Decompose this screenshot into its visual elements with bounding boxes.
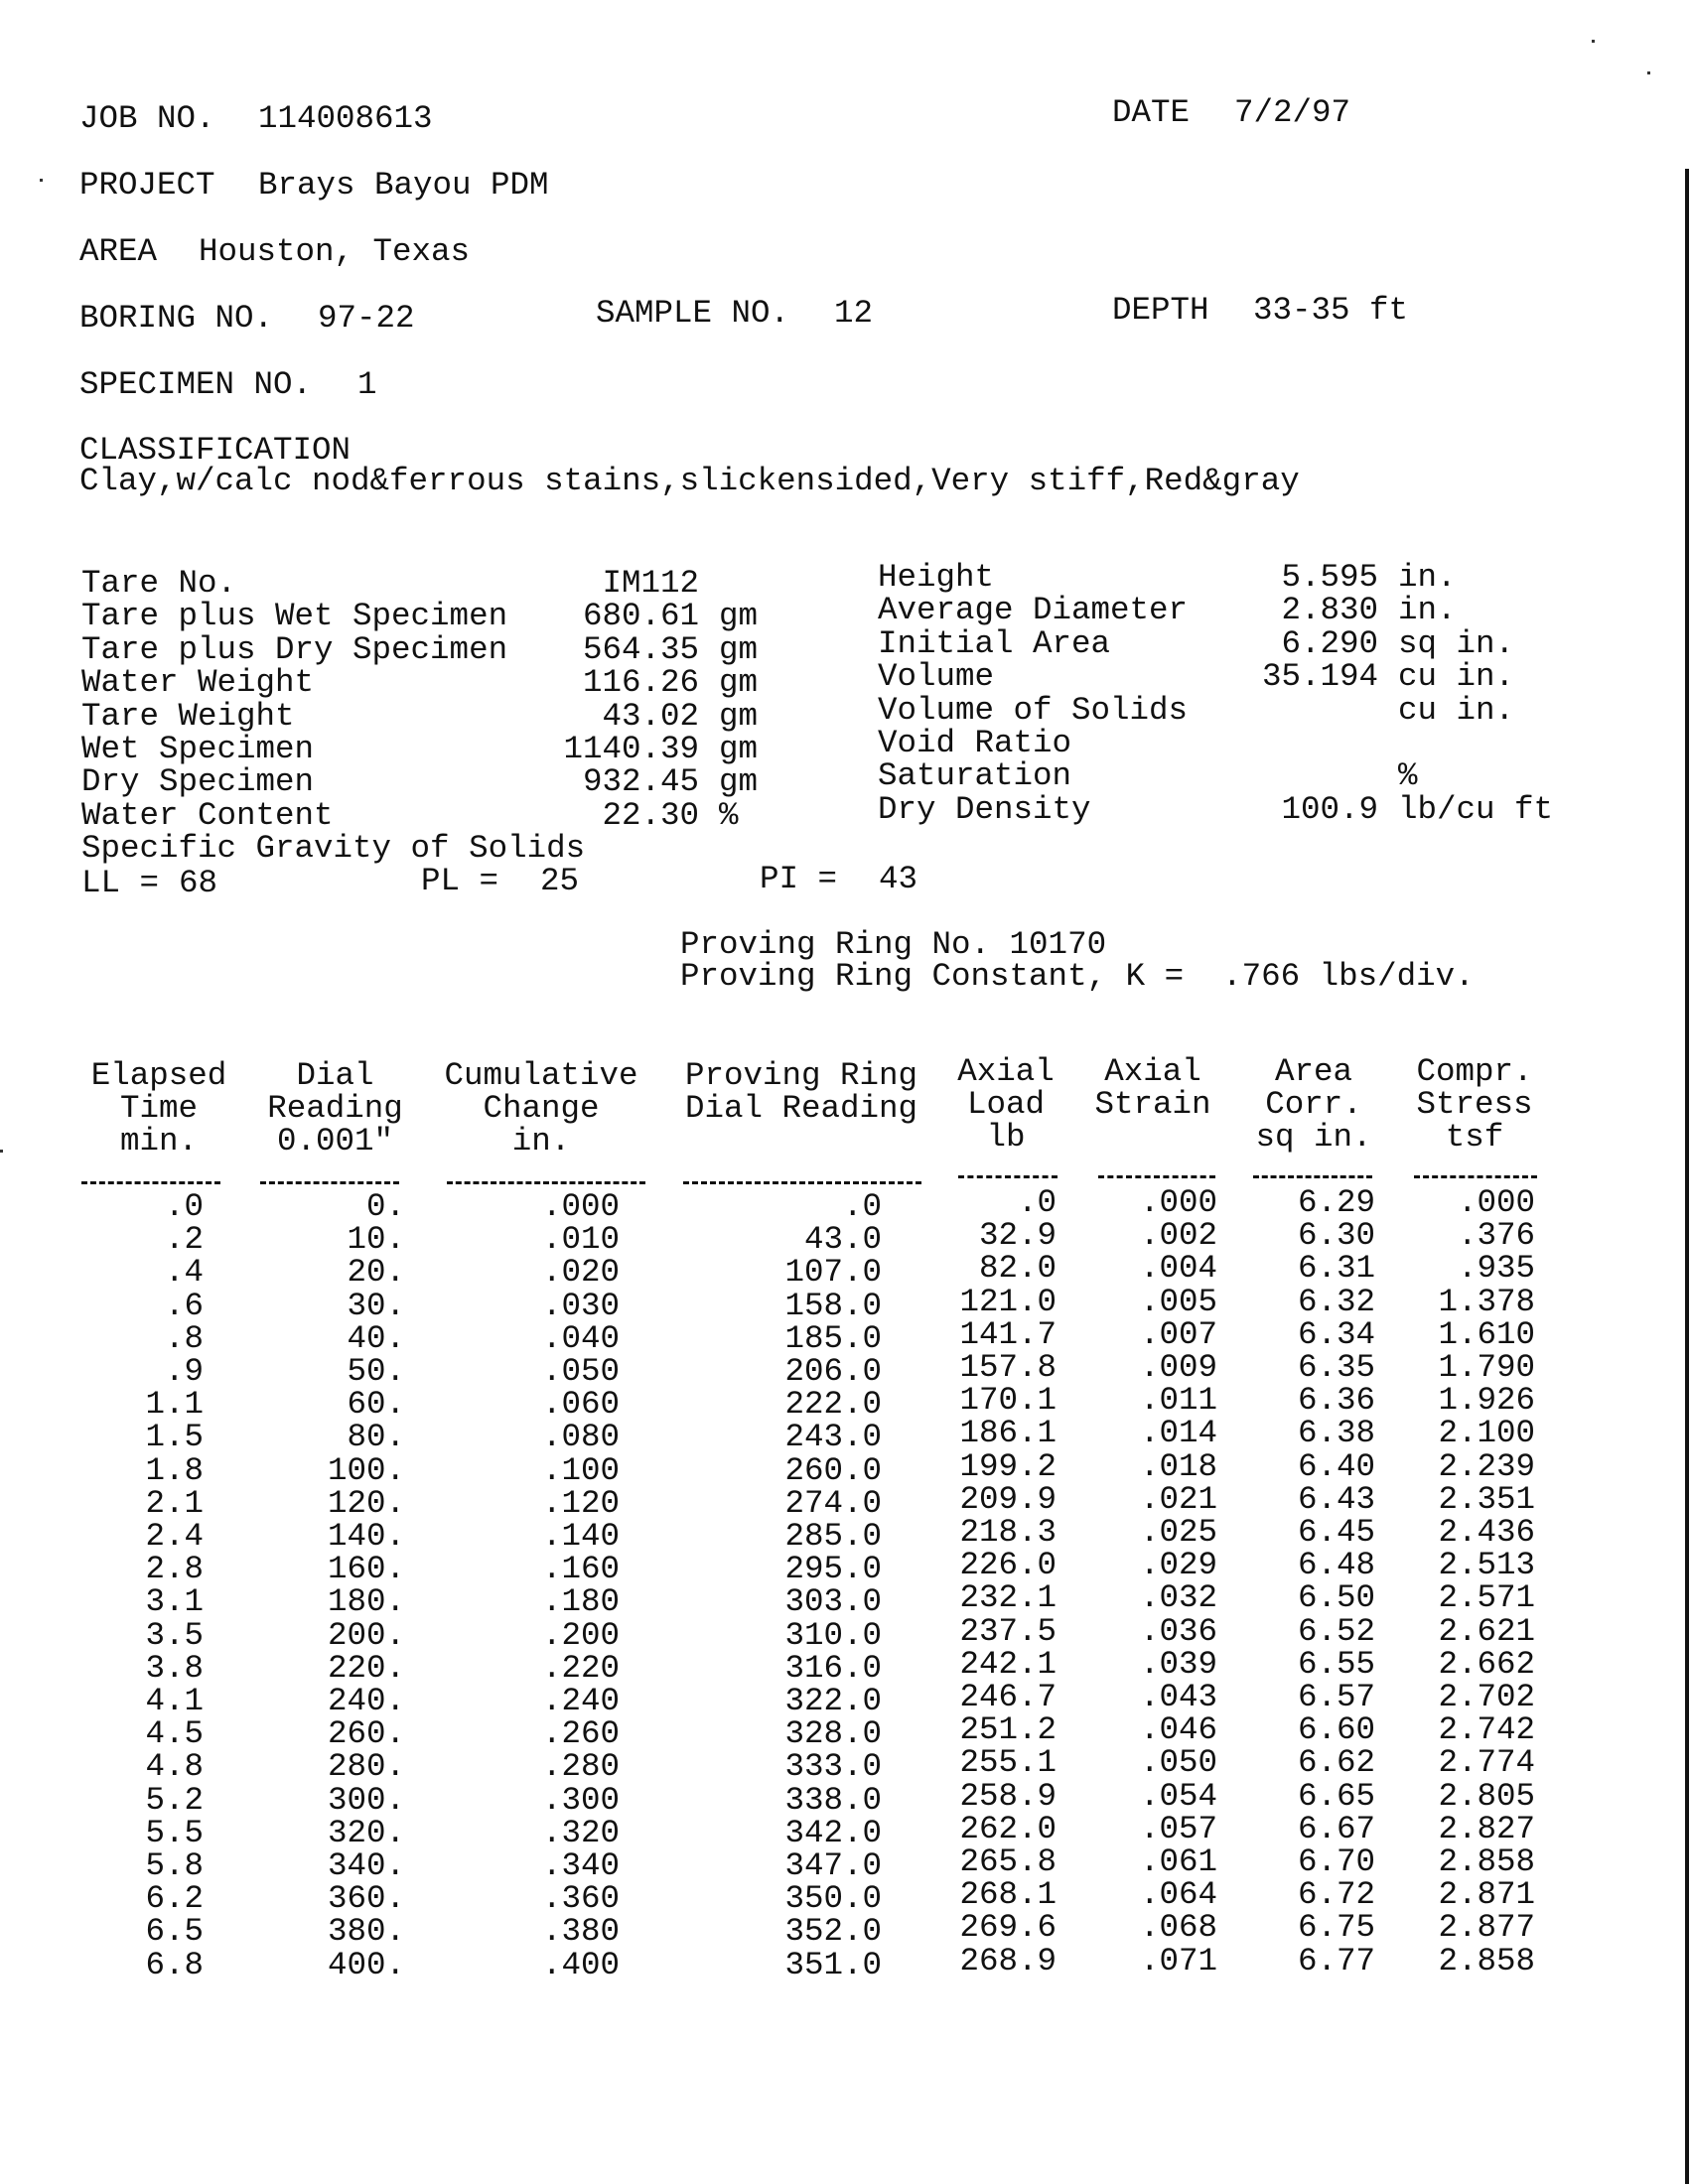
table-cell: 218.3 — [959, 1514, 1057, 1551]
table-cell: 2.662 — [1438, 1646, 1535, 1683]
table-cell: .040 — [541, 1320, 620, 1357]
dimension-label: Initial Area — [878, 625, 1111, 662]
column-header: Dial — [296, 1057, 374, 1094]
dimension-unit: % — [1398, 757, 1418, 794]
table-cell: .160 — [541, 1551, 620, 1587]
table-cell: 295.0 — [784, 1551, 882, 1587]
table-cell: 258.9 — [959, 1778, 1057, 1815]
table-cell: 310.0 — [784, 1617, 882, 1654]
table-cell: .071 — [1139, 1943, 1217, 1979]
column-header: lb — [986, 1119, 1026, 1156]
table-cell: 186.1 — [959, 1415, 1057, 1451]
column-header: 0.001" — [276, 1123, 394, 1160]
boring-no-label: BORING NO. — [79, 300, 274, 337]
table-cell: 2.4 — [145, 1518, 204, 1555]
table-cell: 2.742 — [1438, 1711, 1535, 1748]
table-cell: 285.0 — [784, 1518, 882, 1555]
pi-value: 43 — [879, 861, 918, 897]
table-cell: 380. — [327, 1913, 405, 1950]
table-cell: 206.0 — [784, 1353, 882, 1390]
table-cell: .0 — [842, 1188, 882, 1225]
table-cell: 222.0 — [784, 1386, 882, 1423]
table-cell: .000 — [1139, 1184, 1217, 1221]
weight-label: Dry Specimen — [81, 763, 315, 800]
column-header: Load — [966, 1086, 1045, 1123]
table-cell: 6.45 — [1297, 1514, 1375, 1551]
weight-unit: gm — [719, 598, 759, 634]
table-cell: .068 — [1139, 1909, 1217, 1946]
table-cell: .9 — [164, 1353, 204, 1390]
table-cell: 338.0 — [784, 1782, 882, 1819]
table-cell: 303.0 — [784, 1583, 882, 1620]
table-cell: .4 — [164, 1254, 204, 1291]
table-cell: 121.0 — [959, 1284, 1057, 1320]
table-cell: 2.805 — [1438, 1778, 1535, 1815]
table-cell: 260.0 — [784, 1452, 882, 1489]
weight-value: 43.02 — [602, 698, 699, 735]
weight-label: Tare No. — [81, 565, 237, 602]
column-header-underline — [1414, 1175, 1537, 1178]
column-header: Compr. — [1416, 1053, 1533, 1090]
table-cell: 2.239 — [1438, 1448, 1535, 1485]
dimension-label: Dry Density — [878, 791, 1091, 828]
table-cell: .018 — [1139, 1448, 1217, 1485]
weight-unit: gm — [719, 698, 759, 735]
table-cell: .8 — [164, 1320, 204, 1357]
table-cell: 352.0 — [784, 1913, 882, 1950]
table-cell: 50. — [347, 1353, 405, 1390]
table-cell: 5.8 — [145, 1847, 204, 1884]
table-cell: 82.0 — [978, 1250, 1057, 1287]
column-header: Stress — [1416, 1086, 1533, 1123]
column-header: Change — [483, 1090, 600, 1127]
table-cell: .050 — [1139, 1744, 1217, 1781]
table-cell: 251.2 — [959, 1711, 1057, 1748]
weight-value: 564.35 — [582, 631, 699, 668]
table-cell: .036 — [1139, 1613, 1217, 1650]
sample-no-label: SAMPLE NO. — [596, 295, 790, 332]
dimension-label: Height — [878, 559, 995, 596]
column-header: sq in. — [1255, 1119, 1372, 1156]
table-cell: 2.571 — [1438, 1579, 1535, 1616]
table-cell: 0. — [365, 1188, 405, 1225]
weight-value: IM112 — [602, 565, 699, 602]
table-cell: .010 — [541, 1221, 620, 1258]
table-cell: 120. — [327, 1485, 405, 1522]
table-cell: .004 — [1139, 1250, 1217, 1287]
table-cell: 242.1 — [959, 1646, 1057, 1683]
table-cell: .300 — [541, 1782, 620, 1819]
table-cell: .064 — [1139, 1876, 1217, 1913]
table-cell: .061 — [1139, 1843, 1217, 1880]
project-label: PROJECT — [79, 167, 215, 204]
table-cell: 6.67 — [1297, 1811, 1375, 1847]
weight-label: Tare plus Wet Specimen — [81, 598, 508, 634]
scan-speck — [1592, 40, 1595, 43]
table-cell: 268.1 — [959, 1876, 1057, 1913]
table-cell: .340 — [541, 1847, 620, 1884]
weight-value: 1140.39 — [563, 731, 699, 767]
column-header: Axial — [957, 1053, 1055, 1090]
table-cell: 6.60 — [1297, 1711, 1375, 1748]
table-cell: 2.513 — [1438, 1547, 1535, 1583]
weight-value: 22.30 — [602, 797, 699, 834]
weight-unit: % — [719, 797, 739, 834]
dimension-label: Saturation — [878, 757, 1072, 794]
date-value: 7/2/97 — [1234, 94, 1351, 131]
table-cell: .020 — [541, 1254, 620, 1291]
table-cell: .000 — [1457, 1184, 1535, 1221]
table-cell: 3.1 — [145, 1583, 204, 1620]
table-cell: 199.2 — [959, 1448, 1057, 1485]
table-cell: .032 — [1139, 1579, 1217, 1616]
table-cell: 2.621 — [1438, 1613, 1535, 1650]
table-cell: 6.29 — [1297, 1184, 1375, 1221]
table-cell: 6.2 — [145, 1880, 204, 1917]
table-cell: 5.2 — [145, 1782, 204, 1819]
weight-label: Water Content — [81, 797, 334, 834]
dimension-value: 5.595 — [1281, 559, 1378, 596]
table-cell: 1.926 — [1438, 1382, 1535, 1419]
table-cell: 6.38 — [1297, 1415, 1375, 1451]
table-cell: .0 — [164, 1188, 204, 1225]
dimension-unit: sq in. — [1398, 625, 1515, 662]
depth-value: 33-35 ft — [1253, 292, 1409, 329]
table-cell: .000 — [541, 1188, 620, 1225]
table-cell: 262.0 — [959, 1811, 1057, 1847]
area-value: Houston, Texas — [199, 233, 471, 270]
table-cell: 2.702 — [1438, 1679, 1535, 1715]
table-cell: 6.72 — [1297, 1876, 1375, 1913]
table-cell: 2.8 — [145, 1551, 204, 1587]
table-cell: 43.0 — [803, 1221, 882, 1258]
column-header: Axial — [1104, 1053, 1201, 1090]
table-cell: .030 — [541, 1288, 620, 1324]
table-cell: 333.0 — [784, 1748, 882, 1785]
ll-value: 68 — [179, 865, 218, 901]
table-cell: 237.5 — [959, 1613, 1057, 1650]
table-cell: 6.57 — [1297, 1679, 1375, 1715]
table-cell: .280 — [541, 1748, 620, 1785]
pl-label: PL = — [421, 863, 499, 899]
weight-unit: gm — [719, 731, 759, 767]
table-cell: 1.790 — [1438, 1349, 1535, 1386]
table-cell: .002 — [1139, 1217, 1217, 1254]
classification-value: Clay,w/calc nod&ferrous stains,slickensided,Very stiff,Red&gray — [79, 463, 1300, 499]
table-cell: 6.75 — [1297, 1909, 1375, 1946]
table-cell: 2.436 — [1438, 1514, 1535, 1551]
table-cell: 2.858 — [1438, 1943, 1535, 1979]
job-no-value: 114008613 — [258, 100, 433, 137]
table-cell: .0 — [1017, 1184, 1057, 1221]
table-cell: 6.36 — [1297, 1382, 1375, 1419]
dimension-value: 2.830 — [1281, 592, 1378, 628]
column-header: Proving Ring — [684, 1057, 918, 1094]
table-cell: 2.1 — [145, 1485, 204, 1522]
weight-value: 932.45 — [582, 763, 699, 800]
table-cell: 351.0 — [784, 1947, 882, 1983]
table-cell: 360. — [327, 1880, 405, 1917]
table-cell: 80. — [347, 1419, 405, 1455]
table-cell: 6.52 — [1297, 1613, 1375, 1650]
table-cell: 6.48 — [1297, 1547, 1375, 1583]
table-cell: 107.0 — [784, 1254, 882, 1291]
table-cell: .050 — [541, 1353, 620, 1390]
table-cell: 240. — [327, 1683, 405, 1719]
table-cell: .029 — [1139, 1547, 1217, 1583]
weight-label: Water Weight — [81, 664, 315, 701]
table-cell: 6.55 — [1297, 1646, 1375, 1683]
specimen-no-value: 1 — [357, 366, 377, 403]
table-cell: 6.5 — [145, 1913, 204, 1950]
date-label: DATE — [1112, 94, 1191, 131]
column-header: Elapsed — [90, 1057, 227, 1094]
table-cell: .400 — [541, 1947, 620, 1983]
table-cell: 2.877 — [1438, 1909, 1535, 1946]
table-cell: 2.774 — [1438, 1744, 1535, 1781]
table-cell: .120 — [541, 1485, 620, 1522]
table-cell: .180 — [541, 1583, 620, 1620]
table-cell: .260 — [541, 1715, 620, 1752]
proving-ring-constant: Proving Ring Constant, K = .766 lbs/div. — [680, 958, 1475, 995]
table-cell: 4.1 — [145, 1683, 204, 1719]
table-cell: .240 — [541, 1683, 620, 1719]
column-header: Strain — [1094, 1086, 1211, 1123]
table-cell: .6 — [164, 1288, 204, 1324]
column-header: min. — [119, 1123, 198, 1160]
table-cell: .007 — [1139, 1316, 1217, 1353]
table-cell: 160. — [327, 1551, 405, 1587]
table-cell: 10. — [347, 1221, 405, 1258]
table-cell: 40. — [347, 1320, 405, 1357]
table-cell: 243.0 — [784, 1419, 882, 1455]
table-cell: 1.5 — [145, 1419, 204, 1455]
table-cell: .057 — [1139, 1811, 1217, 1847]
column-header-underline — [683, 1181, 921, 1184]
table-cell: 170.1 — [959, 1382, 1057, 1419]
table-cell: 1.1 — [145, 1386, 204, 1423]
table-cell: .140 — [541, 1518, 620, 1555]
table-cell: 246.7 — [959, 1679, 1057, 1715]
table-cell: 6.32 — [1297, 1284, 1375, 1320]
area-label: AREA — [79, 233, 158, 270]
table-cell: 32.9 — [978, 1217, 1057, 1254]
table-cell: 158.0 — [784, 1288, 882, 1324]
table-cell: 6.34 — [1297, 1316, 1375, 1353]
ll-label: LL = — [81, 865, 160, 901]
table-cell: 342.0 — [784, 1815, 882, 1851]
table-cell: .005 — [1139, 1284, 1217, 1320]
table-cell: 1.8 — [145, 1452, 204, 1489]
table-cell: 2.100 — [1438, 1415, 1535, 1451]
column-header-underline — [447, 1181, 645, 1184]
table-cell: 141.7 — [959, 1316, 1057, 1353]
table-cell: 274.0 — [784, 1485, 882, 1522]
depth-label: DEPTH — [1112, 292, 1209, 329]
table-cell: .080 — [541, 1419, 620, 1455]
table-cell: 6.30 — [1297, 1217, 1375, 1254]
table-cell: 2.871 — [1438, 1876, 1535, 1913]
pl-value: 25 — [540, 863, 580, 899]
column-header: Cumulative — [444, 1057, 638, 1094]
table-cell: 6.31 — [1297, 1250, 1375, 1287]
dimension-label: Void Ratio — [878, 725, 1072, 761]
dimension-value: 100.9 — [1281, 791, 1378, 828]
table-cell: .011 — [1139, 1382, 1217, 1419]
column-header-underline — [1253, 1175, 1372, 1178]
table-cell: 30. — [347, 1288, 405, 1324]
table-cell: 1.610 — [1438, 1316, 1535, 1353]
table-cell: 255.1 — [959, 1744, 1057, 1781]
table-cell: 260. — [327, 1715, 405, 1752]
dimension-unit: cu in. — [1398, 692, 1515, 729]
dimension-unit: in. — [1398, 592, 1457, 628]
table-cell: 6.8 — [145, 1947, 204, 1983]
table-cell: 226.0 — [959, 1547, 1057, 1583]
table-cell: 6.40 — [1297, 1448, 1375, 1485]
table-cell: .376 — [1457, 1217, 1535, 1254]
specimen-no-label: SPECIMEN NO. — [79, 366, 313, 403]
table-cell: .320 — [541, 1815, 620, 1851]
table-cell: .060 — [541, 1386, 620, 1423]
dimension-value: 35.194 — [1261, 658, 1378, 695]
table-cell: 320. — [327, 1815, 405, 1851]
table-cell: 100. — [327, 1452, 405, 1489]
table-cell: .025 — [1139, 1514, 1217, 1551]
table-cell: 180. — [327, 1583, 405, 1620]
dimension-value: 6.290 — [1281, 625, 1378, 662]
column-header: in. — [511, 1123, 571, 1160]
table-cell: .100 — [541, 1452, 620, 1489]
table-cell: 140. — [327, 1518, 405, 1555]
dimension-label: Volume of Solids — [878, 692, 1189, 729]
table-cell: 268.9 — [959, 1943, 1057, 1979]
boring-no-value: 97-22 — [318, 300, 415, 337]
scan-edge-line — [1685, 169, 1689, 2184]
table-cell: 2.351 — [1438, 1481, 1535, 1518]
column-header: Time — [119, 1090, 198, 1127]
table-cell: .021 — [1139, 1481, 1217, 1518]
table-cell: .009 — [1139, 1349, 1217, 1386]
weight-unit: gm — [719, 664, 759, 701]
table-cell: 3.5 — [145, 1617, 204, 1654]
table-cell: .014 — [1139, 1415, 1217, 1451]
dimension-unit: cu in. — [1398, 658, 1515, 695]
job-no-label: JOB NO. — [79, 100, 215, 137]
table-cell: 347.0 — [784, 1847, 882, 1884]
column-header: tsf — [1445, 1119, 1504, 1156]
table-cell: 6.35 — [1297, 1349, 1375, 1386]
table-cell: 269.6 — [959, 1909, 1057, 1946]
weight-unit: gm — [719, 631, 759, 668]
table-cell: 340. — [327, 1847, 405, 1884]
scan-speck — [0, 1150, 3, 1153]
column-header: Reading — [267, 1090, 403, 1127]
table-cell: 20. — [347, 1254, 405, 1291]
table-cell: 209.9 — [959, 1481, 1057, 1518]
scan-speck — [1647, 71, 1650, 74]
table-cell: 6.65 — [1297, 1778, 1375, 1815]
dimension-label: Average Diameter — [878, 592, 1189, 628]
table-cell: 185.0 — [784, 1320, 882, 1357]
table-cell: 2.858 — [1438, 1843, 1535, 1880]
column-header-underline — [81, 1181, 220, 1184]
table-cell: 300. — [327, 1782, 405, 1819]
table-cell: 157.8 — [959, 1349, 1057, 1386]
sample-no-value: 12 — [834, 295, 874, 332]
weight-unit: gm — [719, 763, 759, 800]
project-value: Brays Bayou PDM — [258, 167, 549, 204]
table-cell: 350.0 — [784, 1880, 882, 1917]
table-cell: .380 — [541, 1913, 620, 1950]
weight-label: Specific Gravity of Solids — [81, 830, 586, 867]
table-cell: 4.5 — [145, 1715, 204, 1752]
table-cell: .220 — [541, 1650, 620, 1687]
table-cell: 1.378 — [1438, 1284, 1535, 1320]
weight-value: 116.26 — [582, 664, 699, 701]
pi-label: PI = — [760, 861, 838, 897]
column-header-underline — [958, 1175, 1058, 1178]
weight-label: Wet Specimen — [81, 731, 315, 767]
table-cell: 200. — [327, 1617, 405, 1654]
table-cell: 400. — [327, 1947, 405, 1983]
table-cell: 6.43 — [1297, 1481, 1375, 1518]
table-cell: 6.70 — [1297, 1843, 1375, 1880]
table-cell: 3.8 — [145, 1650, 204, 1687]
table-cell: 4.8 — [145, 1748, 204, 1785]
table-cell: 265.8 — [959, 1843, 1057, 1880]
column-header: Area — [1274, 1053, 1352, 1090]
table-cell: .200 — [541, 1617, 620, 1654]
table-cell: .054 — [1139, 1778, 1217, 1815]
table-cell: 322.0 — [784, 1683, 882, 1719]
table-cell: .360 — [541, 1880, 620, 1917]
weight-label: Tare Weight — [81, 698, 295, 735]
table-cell: .039 — [1139, 1646, 1217, 1683]
table-cell: 5.5 — [145, 1815, 204, 1851]
dimension-unit: in. — [1398, 559, 1457, 596]
column-header-underline — [260, 1181, 399, 1184]
table-cell: .2 — [164, 1221, 204, 1258]
classification-label: CLASSIFICATION — [79, 432, 352, 469]
column-header: Corr. — [1265, 1086, 1362, 1123]
proving-ring-number: Proving Ring No. 10170 — [680, 926, 1107, 963]
column-header: Dial Reading — [684, 1090, 918, 1127]
table-cell: 316.0 — [784, 1650, 882, 1687]
table-cell: 232.1 — [959, 1579, 1057, 1616]
table-cell: 220. — [327, 1650, 405, 1687]
table-cell: 6.50 — [1297, 1579, 1375, 1616]
table-cell: 328.0 — [784, 1715, 882, 1752]
weight-label: Tare plus Dry Specimen — [81, 631, 508, 668]
dimension-label: Volume — [878, 658, 995, 695]
dimension-unit: lb/cu ft — [1398, 791, 1554, 828]
table-cell: 280. — [327, 1748, 405, 1785]
scan-speck — [40, 179, 43, 182]
table-cell: .046 — [1139, 1711, 1217, 1748]
column-header-underline — [1098, 1175, 1215, 1178]
table-cell: 60. — [347, 1386, 405, 1423]
table-cell: .935 — [1457, 1250, 1535, 1287]
table-cell: 6.62 — [1297, 1744, 1375, 1781]
weight-value: 680.61 — [582, 598, 699, 634]
table-cell: 2.827 — [1438, 1811, 1535, 1847]
table-cell: .043 — [1139, 1679, 1217, 1715]
table-cell: 6.77 — [1297, 1943, 1375, 1979]
